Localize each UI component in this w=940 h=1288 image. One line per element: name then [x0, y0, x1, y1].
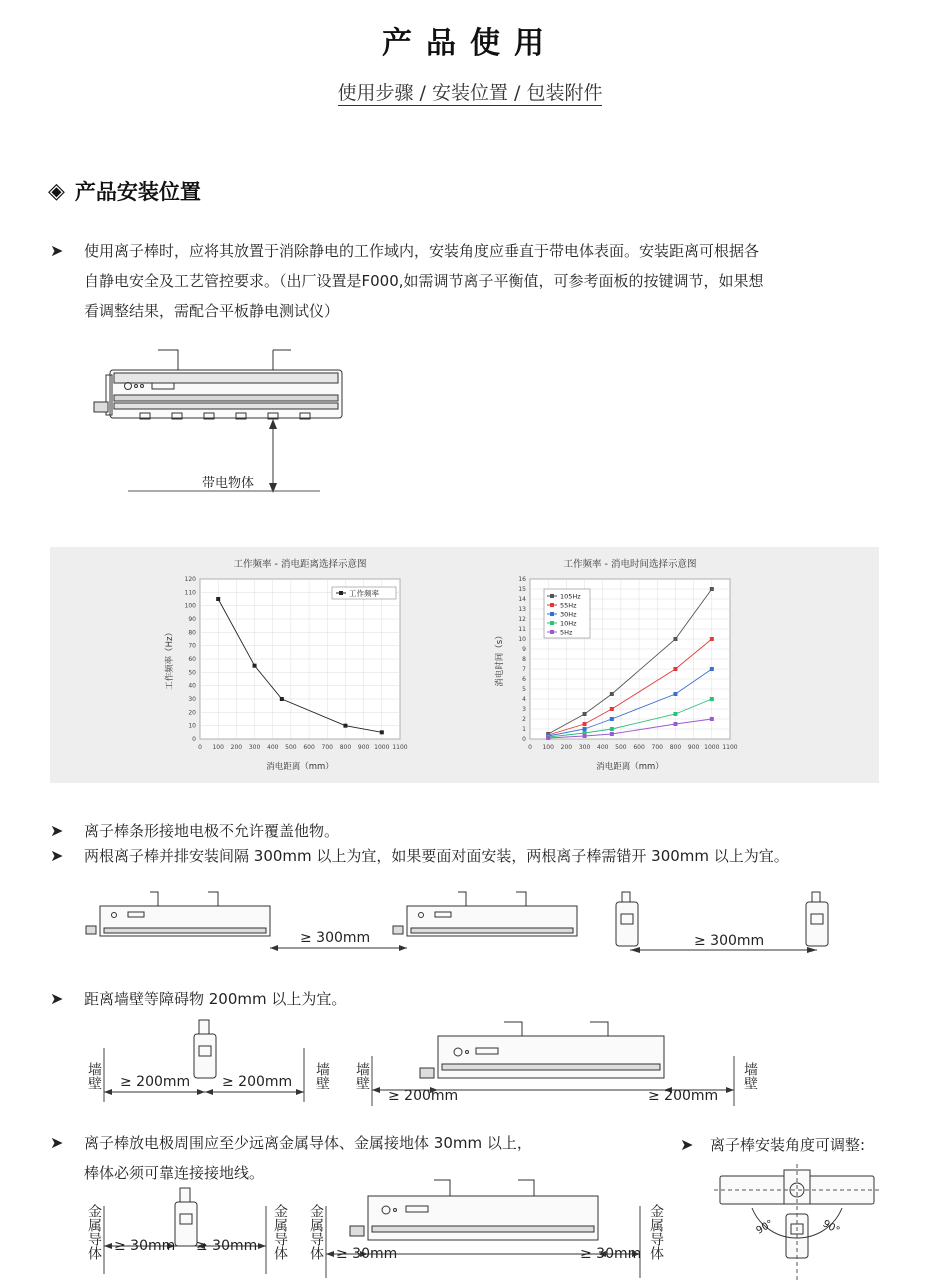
- x-tick-label: 600: [303, 744, 315, 751]
- x-tick-label: 200: [560, 744, 573, 751]
- arrow-bullet-icon: ➤: [50, 989, 64, 1008]
- x-tick-label: 0: [198, 744, 202, 751]
- y-tick-label: 0: [522, 736, 526, 743]
- angle-label-left: 90°: [754, 1218, 776, 1237]
- metal-distance-diagram-vertical: [100, 1186, 270, 1276]
- data-point: [280, 697, 284, 701]
- note-3-text: 距离墙壁等障碍物 200mm 以上为宜。: [84, 990, 347, 1008]
- y-tick-label: 5: [522, 686, 526, 693]
- page-title: 产品使用: [382, 26, 558, 61]
- arrow-bullet-icon: ➤: [50, 846, 64, 865]
- x-tick-label: 300: [248, 744, 261, 751]
- y-tick-label: 90: [188, 616, 196, 623]
- diamond-icon: ◈: [48, 178, 65, 204]
- y-tick-label: 6: [522, 676, 526, 683]
- wall-label-left: 墙壁: [86, 1062, 102, 1090]
- intro-line-2: 自静电安全及工艺管控要求。（出厂设置是F000,如需调节离子平衡值，可参考面板的按键调节，如果想: [84, 272, 764, 290]
- x-tick-label: 900: [687, 744, 700, 751]
- x-tick-label: 1100: [392, 744, 408, 751]
- y-tick-label: 60: [188, 656, 196, 663]
- y-tick-label: 70: [188, 642, 196, 650]
- y-tick-label: 7: [522, 666, 526, 673]
- arrow-bullet-icon: ➤: [50, 821, 64, 840]
- data-point: [610, 717, 614, 721]
- y-tick-label: 20: [188, 709, 196, 717]
- y-axis-label: 消电时间（s）: [495, 631, 505, 687]
- legend-marker: [550, 621, 554, 625]
- data-point: [583, 727, 587, 731]
- x-tick-label: 400: [597, 744, 609, 751]
- note-bullet-3: [50, 984, 346, 1014]
- note-2-text: 两根离子棒并排安装间隔 300mm 以上为宜，如果要面对面安装，两根离子棒需错开 300mm 以上为宜。: [84, 847, 789, 865]
- wall-label-right: 墙壁: [742, 1062, 758, 1090]
- x-tick-label: 300: [578, 744, 591, 751]
- data-point: [710, 697, 714, 701]
- metal-label-4: 金属导体: [648, 1204, 664, 1260]
- x-tick-label: 1000: [374, 744, 390, 751]
- y-tick-label: 3: [522, 706, 526, 713]
- x-tick-label: 200: [230, 744, 243, 751]
- x-tick-label: 500: [285, 744, 297, 751]
- legend-marker: [550, 612, 554, 616]
- y-tick-label: 16: [518, 576, 526, 583]
- y-tick-label: 10: [518, 636, 526, 643]
- intro-paragraph: [50, 236, 890, 326]
- arrow-bullet-icon: ➤: [680, 1135, 694, 1154]
- y-tick-label: 8: [522, 656, 526, 663]
- note-5-text: 离子棒安装角度可调整:: [710, 1136, 866, 1154]
- note-1-text: 离子棒条形接地电极不允许覆盖他物。: [84, 822, 340, 840]
- metal-distance-diagram-horizontal: [322, 1176, 644, 1280]
- page-subtitle: [0, 78, 940, 105]
- metal-30-left: ≥ 30mm: [114, 1238, 176, 1254]
- x-tick-label: 800: [669, 744, 682, 751]
- face-to-face-spacing-diagram: [612, 890, 842, 960]
- data-point: [610, 707, 614, 711]
- data-point: [610, 727, 614, 731]
- chart-title: 工作频率 - 消电距离选择示意图: [233, 559, 367, 570]
- intro-bullet: [50, 236, 890, 326]
- wall-200-right: ≥ 200mm: [222, 1074, 293, 1090]
- wall-label-middle: 墙壁: [314, 1062, 330, 1090]
- x-tick-label: 400: [267, 744, 279, 751]
- data-point: [253, 664, 257, 668]
- y-tick-label: 40: [188, 682, 196, 690]
- y-tick-label: 80: [188, 629, 196, 637]
- legend-label: 105Hz: [560, 592, 581, 601]
- y-tick-label: 0: [192, 736, 196, 743]
- y-tick-label: 110: [184, 589, 196, 597]
- y-tick-label: 50: [188, 669, 196, 677]
- x-axis-label: 消电距离（mm）: [596, 762, 664, 772]
- y-tick-label: 1: [522, 726, 526, 733]
- note-4-line-1: 离子棒放电极周围应至少远离金属导体、金属接地体 30mm 以上，: [84, 1134, 532, 1152]
- data-point: [610, 732, 614, 736]
- data-point: [673, 692, 677, 696]
- data-point: [673, 637, 677, 641]
- legend-marker: [550, 603, 554, 607]
- data-point: [673, 667, 677, 671]
- data-point: [710, 667, 714, 671]
- wall-200-horizontal-right: ≥ 200mm: [648, 1088, 719, 1104]
- metal-30-right: ≥ 30mm: [196, 1238, 258, 1254]
- y-tick-label: 12: [518, 616, 526, 623]
- wall-label-horizontal-left: 墙壁: [354, 1062, 370, 1090]
- metal-label-3: 金属导体: [308, 1204, 324, 1260]
- x-tick-label: 100: [542, 744, 554, 751]
- x-tick-label: 100: [212, 744, 224, 751]
- spacing-300-label-2: ≥ 300mm: [694, 933, 765, 949]
- metal-30-horizontal-right: ≥ 30mm: [580, 1246, 642, 1262]
- legend-label: 5Hz: [560, 628, 573, 637]
- angle-label-right: 90°: [820, 1218, 842, 1237]
- x-tick-label: 700: [651, 744, 663, 751]
- y-tick-label: 14: [518, 596, 526, 603]
- y-tick-label: 100: [184, 602, 196, 610]
- metal-30-horizontal-left: ≥ 30mm: [336, 1246, 398, 1262]
- arrow-bullet-icon: ➤: [50, 241, 64, 260]
- y-tick-label: 120: [184, 576, 196, 583]
- section-title: 产品安装位置: [74, 180, 201, 204]
- wall-200-horizontal-left: ≥ 200mm: [388, 1088, 459, 1104]
- wall-200-left: ≥ 200mm: [120, 1074, 191, 1090]
- data-point: [673, 712, 677, 716]
- intro-line-3: 看调整结果，需配合平板静电测试仪）: [84, 302, 340, 320]
- legend-marker: [339, 591, 343, 595]
- chart-title: 工作频率 - 消电时间选择示意图: [563, 559, 697, 570]
- y-tick-label: 15: [518, 586, 526, 593]
- data-point: [546, 736, 550, 740]
- y-axis-label: 工作频率（Hz）: [165, 628, 175, 690]
- legend-marker: [550, 630, 554, 634]
- legend-label: 55Hz: [560, 601, 577, 610]
- note-bullet-5: [680, 1130, 865, 1160]
- data-point: [710, 587, 714, 591]
- x-tick-label: 1100: [722, 744, 738, 751]
- data-point: [710, 637, 714, 641]
- data-point: [583, 734, 587, 738]
- y-tick-label: 11: [518, 626, 526, 633]
- legend-label: 10Hz: [560, 619, 577, 628]
- data-point: [583, 712, 587, 716]
- metal-label-1: 金属导体: [86, 1204, 102, 1260]
- legend-label: 30Hz: [560, 610, 577, 619]
- intro-line-1: 使用离子棒时，应将其放置于消除静电的工作域内，安装角度应垂直于带电体表面。安装距离可根据各: [84, 242, 760, 260]
- ion-bar-illustration: [94, 350, 342, 419]
- data-point: [673, 722, 677, 726]
- y-tick-label: 30: [188, 696, 196, 703]
- data-point: [380, 730, 384, 734]
- x-tick-label: 600: [633, 744, 645, 751]
- y-tick-label: 10: [188, 722, 196, 730]
- note-4-line-2: 棒体必须可靠连接接地线。: [84, 1164, 265, 1182]
- time-distance-chart: [490, 553, 750, 778]
- x-tick-label: 1000: [704, 744, 720, 751]
- wall-distance-diagram-vertical: [100, 1018, 310, 1103]
- x-tick-label: 900: [357, 744, 370, 751]
- x-tick-label: 500: [615, 744, 627, 751]
- data-point: [710, 717, 714, 721]
- spacing-300-label-1: ≥ 300mm: [300, 930, 371, 946]
- side-by-side-spacing-diagram: [80, 888, 600, 958]
- x-tick-label: 0: [528, 744, 532, 751]
- data-point: [343, 724, 347, 728]
- y-tick-label: 9: [522, 646, 526, 653]
- frequency-distance-chart: [160, 553, 420, 778]
- note-bullet-2: [50, 841, 789, 871]
- y-tick-label: 2: [522, 716, 526, 723]
- x-tick-label: 800: [339, 744, 352, 751]
- x-tick-label: 700: [321, 744, 333, 751]
- y-tick-label: 4: [522, 696, 526, 703]
- arrow-bullet-icon: ➤: [50, 1133, 64, 1152]
- data-point: [216, 597, 220, 601]
- angle-adjust-diagram: [712, 1162, 882, 1282]
- data-point: [583, 722, 587, 726]
- metal-label-2: 金属导体: [272, 1204, 288, 1260]
- x-axis-label: 消电距离（mm）: [266, 762, 334, 772]
- data-point: [610, 692, 614, 696]
- legend-label: 工作频率: [349, 589, 379, 598]
- section-heading: [48, 176, 201, 206]
- legend-marker: [550, 594, 554, 598]
- charged-object-label: 带电物体: [202, 476, 255, 491]
- subtitle-text: 使用步骤 / 安装位置 / 包装附件: [337, 82, 603, 104]
- y-tick-label: 13: [518, 606, 526, 613]
